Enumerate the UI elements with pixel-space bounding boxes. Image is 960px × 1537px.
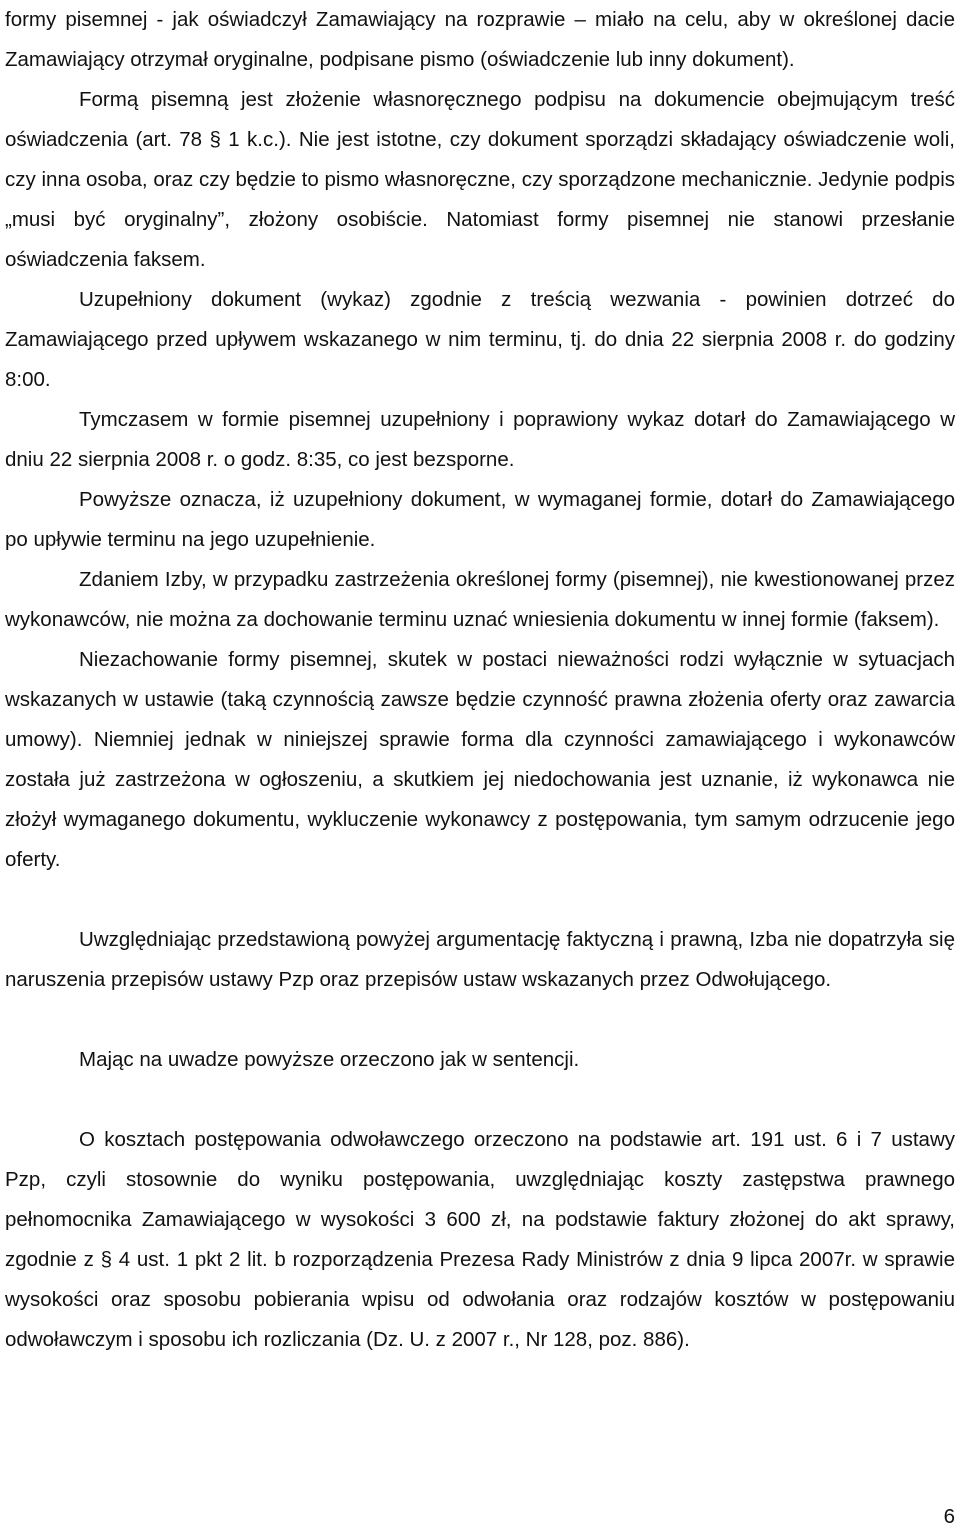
- spacer: [5, 880, 955, 920]
- spacer: [5, 1080, 955, 1120]
- paragraph-non-compliance: Niezachowanie formy pisemnej, skutek w postaci nieważności rodzi wyłącznie w sytuacjach wskazanych w ustawie (taką czynnością zawsze będzie czynność prawna złożenia oferty oraz zawarcia umowy). Niemniej jednak w niniejszej sprawie forma dla czynności zamawiającego i wykonawców została już zastrzeżona w ogłoszeniu, a skutkiem jej niedochowania jest uznanie, iż wykonawca nie złożył wymaganego dokumentu, wykluczenie wykonawcy z postępowania, tym samym odrzucenie jego oferty.: [5, 648, 955, 871]
- paragraph-written-form: Formą pisemną jest złożenie własnoręcznego podpisu na dokumencie obejmującym treść oświadczenia (art. 78 § 1 k.c.). Nie jest istotne, czy dokument sporządzi składający oświadczenie woli, czy inna osoba, oraz czy będzie to pismo własnoręczne, czy sporządzone mechanicznie. Jedynie podpis „musi być oryginalny”, złożony osobiście. Natomiast formy pisemnej nie stanowi przesłanie oświadczenia faksem.: [5, 88, 955, 271]
- page-number: 6: [943, 1505, 955, 1528]
- paragraph-meanwhile: Tymczasem w formie pisemnej uzupełniony i poprawiony wykaz dotarł do Zamawiającego w dniu 22 sierpnia 2008 r. o godz. 8:35, co jest bezsporne.: [5, 408, 955, 471]
- paragraph-supplemented-document: Uzupełniony dokument (wykaz) zgodnie z treścią wezwania - powinien dotrzeć do Zamawiającego przed upływem wskazanego w nim terminu, tj. do dnia 22 sierpnia 2008 r. do godziny 8:00.: [5, 288, 955, 391]
- paragraph-chamber-opinion: Zdaniem Izby, w przypadku zastrzeżenia określonej formy (pisemnej), nie kwestionowanej przez wykonawców, nie można za dochowanie terminu uznać wniesienia dokumentu w innej formie (faksem).: [5, 568, 955, 631]
- document-page: [5, 0, 955, 1360]
- paragraph-conclusion: Powyższe oznacza, iż uzupełniony dokument, w wymaganej formie, dotarł do Zamawiającego po upływie terminu na jego uzupełnienie.: [5, 488, 955, 551]
- paragraph-argumentation: Uwzględniając przedstawioną powyżej argumentację faktyczną i prawną, Izba nie dopatrzyła się naruszenia przepisów ustawy Pzp oraz przepisów ustaw wskazanych przez Odwołującego.: [5, 928, 955, 991]
- spacer: [5, 1000, 955, 1040]
- paragraph-costs: O kosztach postępowania odwoławczego orzeczono na podstawie art. 191 ust. 6 i 7 ustawy Pzp, czyli stosownie do wyniku postępowania, uwzględniając koszty zastępstwa prawnego pełnomocnika Zamawiającego w wysokości 3 600 zł, na podstawie faktury złożonej do akt sprawy, zgodnie z § 4 ust. 1 pkt 2 lit. b rozporządzenia Prezesa Rady Ministrów z dnia 9 lipca 2007r. w sprawie wysokości oraz sposobu pobierania wpisu od odwołania oraz rodzajów kosztów w postępowaniu odwoławczym i sposobu ich rozliczania (Dz. U. z 2007 r., Nr 128, poz. 886).: [5, 1128, 955, 1351]
- paragraph-form-purpose: formy pisemnej - jak oświadczył Zamawiający na rozprawie – miało na celu, aby w określonej dacie Zamawiający otrzymał oryginalne, podpisane pismo (oświadczenie lub inny dokument).: [5, 8, 955, 71]
- paragraph-ruling: Mając na uwadze powyższe orzeczono jak w sentencji.: [79, 1048, 580, 1071]
